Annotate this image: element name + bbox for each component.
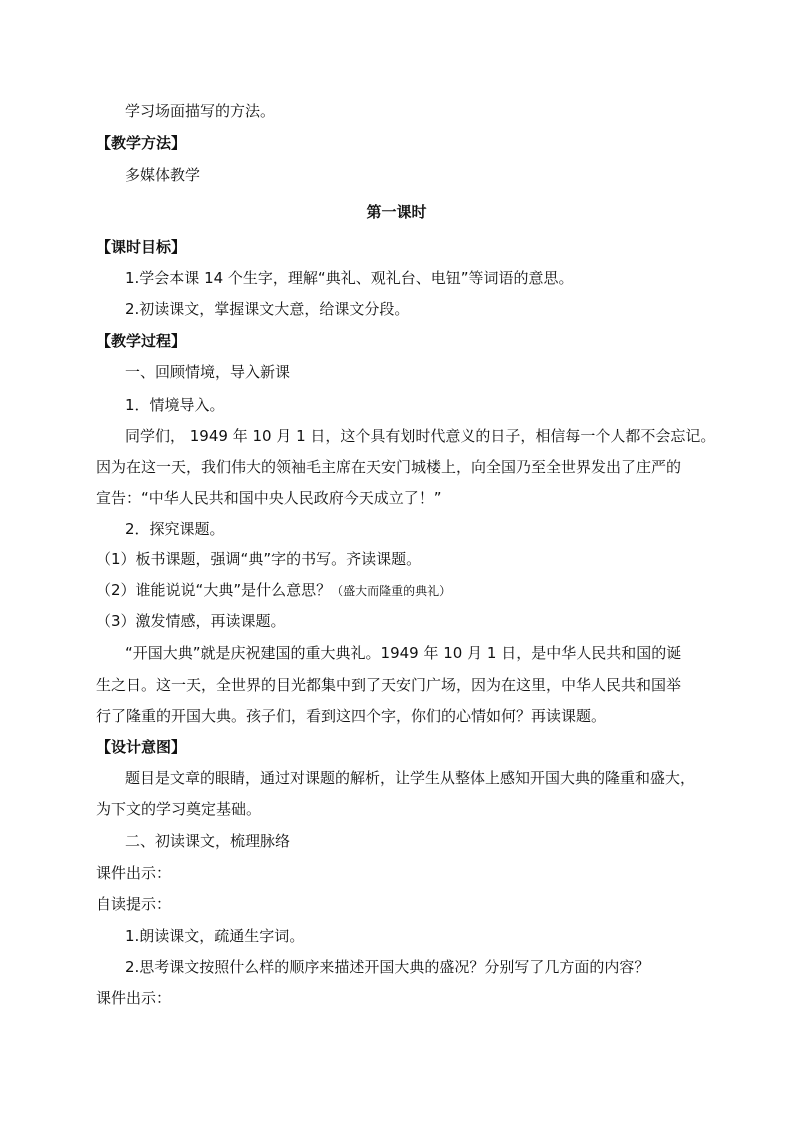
list-item: （3）激发情感，再读课题。 [96,612,286,630]
paragraph-line: 为下文的学习奠定基础。 [96,800,262,818]
text-line: 自读提示： [96,895,172,913]
paragraph-line: 题目是文章的眼睛，通过对课题的解析，让学生从整体上感知开国大典的隆重和盛大， [125,769,696,787]
lesson-title: 第一课时 [366,203,427,221]
text-line: 多媒体教学 [125,166,201,184]
paragraph-line: 同学们， 1949 年 10 月 1 日，这个具有划时代意义的日子，相信每一个人都不会忘记。 [125,427,716,445]
section-heading-process: 【教学过程】 [96,332,187,350]
sub-step: 2．探究课题。 [125,520,225,538]
text-line: 课件出示： [96,989,172,1007]
tip-item: 2.思考课文按照什么样的顺序来描述开国大典的盛况？分别写了几方面的内容？ [125,958,650,976]
goal-item: 1.学会本课 14 个生字，理解“典礼、观礼台、电钮”等词语的意思。 [125,269,574,287]
paragraph-line: 行了隆重的开国大典。孩子们，看到这四个字，你们的心情如何？再读课题。 [96,707,607,725]
section-heading-method: 【教学方法】 [96,134,187,152]
tip-item: 1.朗读课文，疏通生字词。 [125,927,305,945]
text-line: 课件出示： [96,864,172,882]
paragraph-line: “开国大典”就是庆祝建国的重大典礼。1949 年 10 月 1 日，是中华人民共和国的诞 [125,644,682,662]
answer-note: （盛大而隆重的典礼） [331,584,452,598]
paragraph-line: 因为在这一天，我们伟大的领袖毛主席在天安门城楼上，向全国乃至全世界发出了庄严的 [96,458,682,476]
list-item: （1）板书课题，强调“典”字的书写。齐读课题。 [96,550,422,568]
list-item [96,580,451,600]
step-heading: 二、初读课文，梳理脉络 [125,832,291,850]
section-heading-goals: 【课时目标】 [96,238,187,256]
section-heading-design: 【设计意图】 [96,738,187,756]
sub-step: 1．情境导入。 [125,396,225,414]
paragraph-line: 生之日。这一天，全世界的目光都集中到了天安门广场，因为在这里，中华人民共和国举 [96,676,682,694]
list-item-text: （2）谁能说说“大典”是什么意思？ [96,581,332,599]
step-heading: 一、回顾情境，导入新课 [125,363,291,381]
paragraph-line: 宣告：“中华人民共和国中央人民政府今天成立了！” [96,489,442,507]
text-line: 学习场面描写的方法。 [125,102,276,120]
goal-item: 2.初读课文，掌握课文大意，给课文分段。 [125,300,410,318]
